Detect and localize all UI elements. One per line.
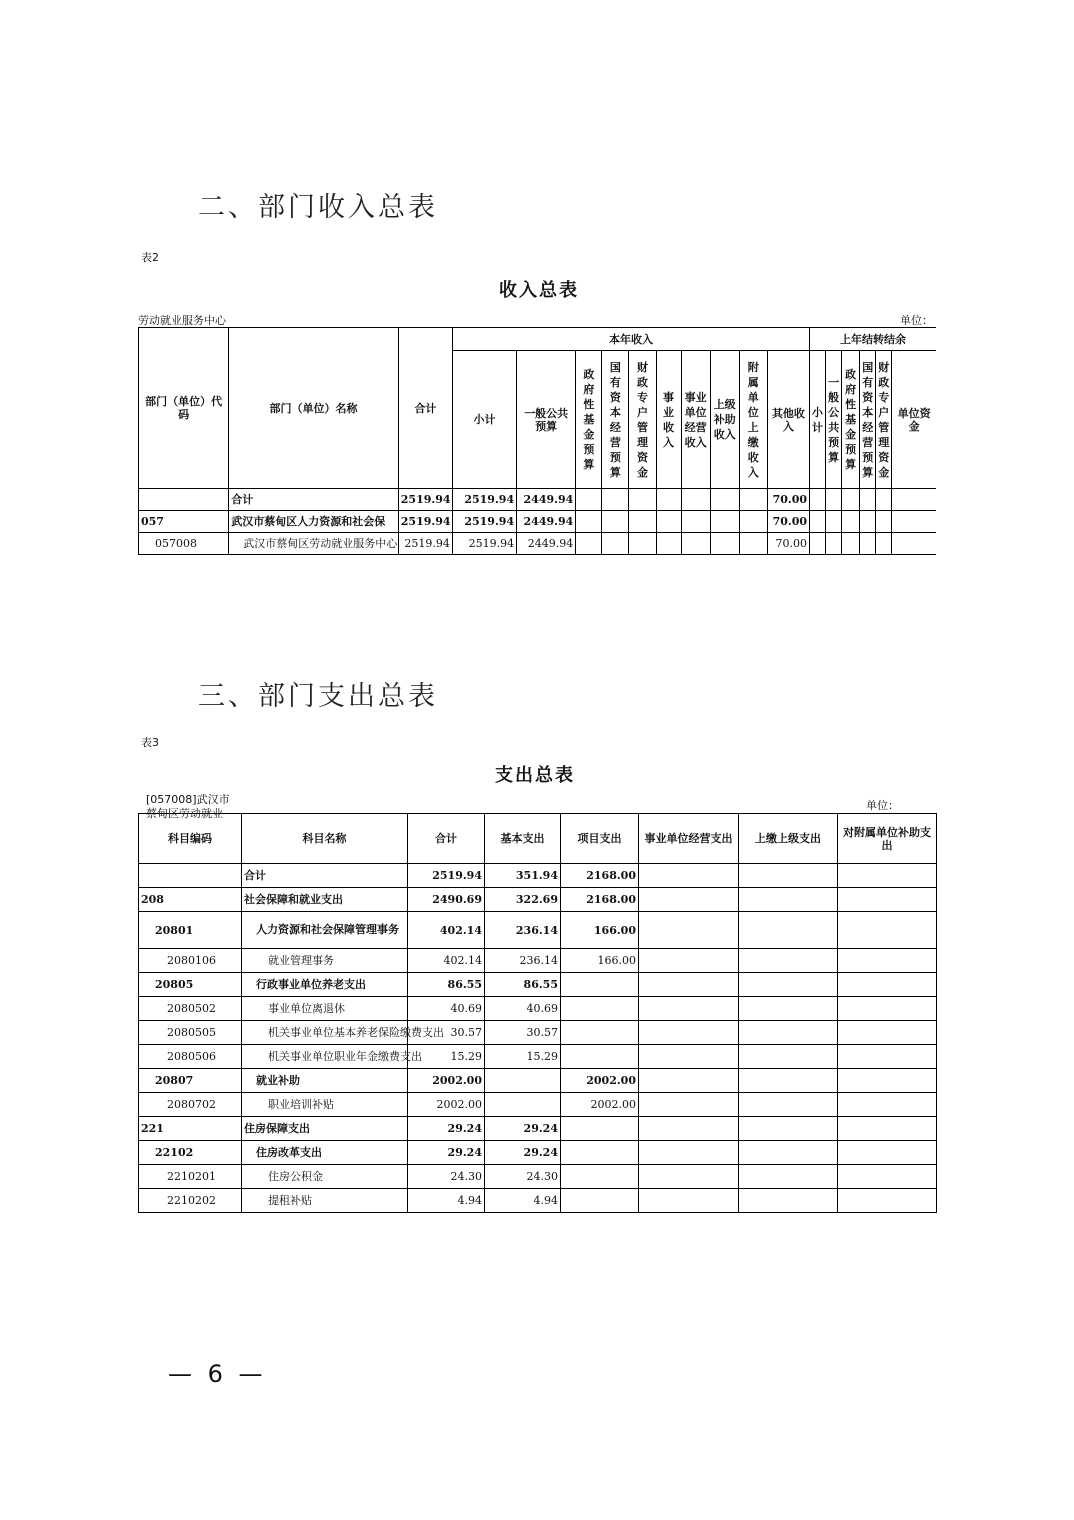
expense-row-project <box>561 1021 639 1045</box>
expense-row-empty-cell <box>639 888 739 912</box>
table-row <box>139 1045 937 1069</box>
income-row-subtotal: 2519.94 <box>452 489 516 511</box>
expense-table <box>138 813 937 1213</box>
expense-row-project: 2168.00 <box>561 888 639 912</box>
expense-row-project: 166.00 <box>561 912 639 949</box>
income-header-general-budget: 一般公共预算 <box>517 351 576 489</box>
expense-header-name: 科目名称 <box>242 814 408 864</box>
expense-row-name: 行政事业单位养老支出 <box>242 973 408 997</box>
expense-row-project: 166.00 <box>561 949 639 973</box>
income-table-number: 表2 <box>141 251 159 264</box>
expense-row-empty-cell <box>739 1021 838 1045</box>
table-row <box>139 1165 937 1189</box>
expense-row-total: 15.29 <box>408 1045 485 1069</box>
income-row-general: 2449.94 <box>517 533 576 555</box>
income-section-heading: 二、部门收入总表 <box>198 192 438 223</box>
expense-header-basic: 基本支出 <box>485 814 561 864</box>
expense-row-code: 2080702 <box>139 1093 242 1117</box>
expense-row-empty-cell <box>639 1165 739 1189</box>
income-row-total: 2519.94 <box>398 489 452 511</box>
expense-row-empty-cell <box>838 949 937 973</box>
expense-row-name: 事业单位离退休 <box>242 997 408 1021</box>
expense-unit-label: 单位： <box>866 799 899 812</box>
expense-row-name: 人力资源和社会保障管理事务 <box>242 912 408 949</box>
income-unit-label: 单位： <box>900 314 933 327</box>
expense-row-basic: 30.57 <box>485 1021 561 1045</box>
expense-row-project <box>561 973 639 997</box>
expense-row-total: 402.14 <box>408 912 485 949</box>
expense-row-total: 2519.94 <box>408 864 485 888</box>
expense-row-code: 2210201 <box>139 1165 242 1189</box>
income-row-name: 武汉市蔡甸区人力资源和社会保 <box>229 511 399 533</box>
expense-org-name-line2: 蔡甸区劳动就业 <box>146 807 223 820</box>
expense-row-empty-cell <box>838 1069 937 1093</box>
expense-row-empty-cell <box>739 1045 838 1069</box>
income-row-other: 70.00 <box>767 489 809 511</box>
expense-row-project <box>561 997 639 1021</box>
expense-table-title: 支出总表 <box>495 765 575 786</box>
income-row-subtotal: 2519.94 <box>452 511 516 533</box>
income-row-name: 合计 <box>229 489 399 511</box>
expense-row-project <box>561 1141 639 1165</box>
expense-row-empty-cell <box>639 1189 739 1213</box>
expense-row-code: 221 <box>139 1117 242 1141</box>
income-row-total: 2519.94 <box>398 511 452 533</box>
income-header-name: 部门（单位）名称 <box>229 328 399 489</box>
expense-header-total: 合计 <box>408 814 485 864</box>
table-row <box>139 888 937 912</box>
expense-row-empty-cell <box>639 1141 739 1165</box>
expense-row-empty-cell <box>639 864 739 888</box>
table-row <box>139 533 937 555</box>
expense-row-empty-cell <box>639 997 739 1021</box>
expense-row-empty-cell <box>739 864 838 888</box>
expense-row-empty-cell <box>838 888 937 912</box>
expense-row-total: 29.24 <box>408 1117 485 1141</box>
expense-row-empty-cell <box>838 1141 937 1165</box>
expense-row-empty-cell <box>639 949 739 973</box>
expense-row-empty-cell <box>838 1021 937 1045</box>
expense-org-name <box>146 793 246 820</box>
expense-row-basic: 4.94 <box>485 1189 561 1213</box>
expense-row-empty-cell <box>838 997 937 1021</box>
table-row <box>139 1021 937 1045</box>
expense-section-heading: 三、部门支出总表 <box>198 681 438 712</box>
income-header-subordinate-income: 附属单位上缴收入 <box>739 351 767 489</box>
income-header-co-gov-fund: 政府性基金预算 <box>842 351 860 489</box>
expense-row-code <box>139 864 242 888</box>
expense-row-total: 402.14 <box>408 949 485 973</box>
income-header-current-year: 本年收入 <box>452 328 809 351</box>
expense-row-basic: 15.29 <box>485 1045 561 1069</box>
expense-row-name: 职业培训补贴 <box>242 1093 408 1117</box>
expense-row-empty-cell <box>639 1021 739 1045</box>
table-row <box>139 489 937 511</box>
expense-row-empty-cell <box>739 1189 838 1213</box>
expense-row-code: 2080506 <box>139 1045 242 1069</box>
table-row <box>139 1093 937 1117</box>
income-table-title: 收入总表 <box>499 280 579 301</box>
expense-row-name: 住房保障支出 <box>242 1117 408 1141</box>
expense-row-code: 2080505 <box>139 1021 242 1045</box>
income-row-other: 70.00 <box>767 533 809 555</box>
income-row-name: 武汉市蔡甸区劳动就业服务中心 <box>229 533 399 555</box>
expense-row-name: 合计 <box>242 864 408 888</box>
expense-row-empty-cell <box>639 1093 739 1117</box>
table-row <box>139 973 937 997</box>
expense-row-total: 40.69 <box>408 997 485 1021</box>
expense-table-number: 表3 <box>141 736 159 749</box>
expense-row-basic: 236.14 <box>485 912 561 949</box>
expense-row-empty-cell <box>739 1093 838 1117</box>
income-header-co-general: 一般公共预算 <box>826 351 842 489</box>
expense-row-empty-cell <box>739 1069 838 1093</box>
expense-row-name: 就业补助 <box>242 1069 408 1093</box>
expense-row-basic <box>485 1093 561 1117</box>
expense-row-project: 2168.00 <box>561 864 639 888</box>
income-table <box>138 327 936 555</box>
expense-row-project <box>561 1045 639 1069</box>
income-header-co-subtotal: 小计 <box>810 351 826 489</box>
expense-row-empty-cell <box>739 888 838 912</box>
expense-row-empty-cell <box>838 1045 937 1069</box>
expense-row-name: 提租补贴 <box>242 1189 408 1213</box>
expense-header-subsidy: 对附属单位补助支出 <box>838 814 937 864</box>
expense-row-basic: 86.55 <box>485 973 561 997</box>
expense-row-basic: 29.24 <box>485 1141 561 1165</box>
expense-row-project: 2002.00 <box>561 1093 639 1117</box>
table-row <box>139 1069 937 1093</box>
expense-row-code: 2080502 <box>139 997 242 1021</box>
income-row-total: 2519.94 <box>398 533 452 555</box>
expense-row-total: 2002.00 <box>408 1069 485 1093</box>
expense-header-upper: 上缴上级支出 <box>739 814 838 864</box>
expense-row-name: 社会保障和就业支出 <box>242 888 408 912</box>
table-row <box>139 949 937 973</box>
expense-row-project <box>561 1165 639 1189</box>
expense-row-name: 机关事业单位职业年金缴费支出 <box>242 1045 408 1069</box>
expense-header-project: 项目支出 <box>561 814 639 864</box>
page-number: — 6 — <box>168 1360 267 1388</box>
table-row <box>139 997 937 1021</box>
expense-row-total: 4.94 <box>408 1189 485 1213</box>
expense-row-basic: 236.14 <box>485 949 561 973</box>
expense-org-name-line1: [057008]武汉市 <box>146 793 230 806</box>
expense-row-empty-cell <box>838 864 937 888</box>
income-header-co-unit-fund: 单位资金 <box>892 351 936 489</box>
expense-row-empty-cell <box>639 1069 739 1093</box>
expense-row-code: 20801 <box>139 912 242 949</box>
income-header-business-income: 事业收入 <box>656 351 681 489</box>
expense-row-project <box>561 1189 639 1213</box>
income-row-code <box>139 489 229 511</box>
table-row <box>139 1189 937 1213</box>
expense-row-basic: 322.69 <box>485 888 561 912</box>
expense-row-empty-cell <box>739 973 838 997</box>
expense-row-basic: 40.69 <box>485 997 561 1021</box>
expense-row-total: 2002.00 <box>408 1093 485 1117</box>
expense-row-empty-cell <box>838 912 937 949</box>
expense-row-empty-cell <box>739 1141 838 1165</box>
income-header-operating-income: 事业单位经营收入 <box>681 351 710 489</box>
expense-row-empty-cell <box>838 1189 937 1213</box>
expense-row-total: 86.55 <box>408 973 485 997</box>
table-row <box>139 912 937 949</box>
income-header-code: 部门（单位）代码 <box>139 328 229 489</box>
income-header-total: 合计 <box>398 328 452 489</box>
expense-row-code: 20805 <box>139 973 242 997</box>
table-row <box>139 864 937 888</box>
expense-row-empty-cell <box>639 1045 739 1069</box>
expense-row-basic: 24.30 <box>485 1165 561 1189</box>
expense-row-empty-cell <box>838 1093 937 1117</box>
income-header-gov-fund: 政府性基金预算 <box>576 351 602 489</box>
expense-header-business: 事业单位经营支出 <box>639 814 739 864</box>
expense-row-empty-cell <box>639 1117 739 1141</box>
income-header-other-income: 其他收入 <box>767 351 809 489</box>
income-row-general: 2449.94 <box>517 511 576 533</box>
expense-row-total: 24.30 <box>408 1165 485 1189</box>
expense-header-code: 科目编码 <box>139 814 242 864</box>
expense-row-empty-cell <box>739 912 838 949</box>
expense-row-empty-cell <box>739 949 838 973</box>
expense-row-total: 2490.69 <box>408 888 485 912</box>
expense-row-empty-cell <box>838 1165 937 1189</box>
expense-row-empty-cell <box>739 1117 838 1141</box>
expense-row-empty-cell <box>838 973 937 997</box>
income-header-subtotal: 小计 <box>452 351 516 489</box>
expense-row-empty-cell <box>639 973 739 997</box>
expense-row-empty-cell <box>639 912 739 949</box>
expense-row-name: 机关事业单位基本养老保险缴费支出 <box>242 1021 408 1045</box>
expense-row-project: 2002.00 <box>561 1069 639 1093</box>
expense-row-code: 208 <box>139 888 242 912</box>
income-org-name: 劳动就业服务中心 <box>138 314 226 327</box>
income-row-other: 70.00 <box>767 511 809 533</box>
expense-row-code: 20807 <box>139 1069 242 1093</box>
income-header-state-capital: 国有资本经营预算 <box>602 351 629 489</box>
income-header-carryover: 上年结转结余 <box>810 328 936 351</box>
income-header-special-fund: 财政专户管理资金 <box>629 351 656 489</box>
expense-row-project <box>561 1117 639 1141</box>
expense-row-name: 住房改革支出 <box>242 1141 408 1165</box>
table-row <box>139 511 937 533</box>
expense-row-code: 2080106 <box>139 949 242 973</box>
income-header-co-state-capital: 国有资本经营预算 <box>860 351 876 489</box>
expense-row-code: 22102 <box>139 1141 242 1165</box>
table-row <box>139 1141 937 1165</box>
expense-row-name: 住房公积金 <box>242 1165 408 1189</box>
expense-row-code: 2210202 <box>139 1189 242 1213</box>
expense-row-total: 29.24 <box>408 1141 485 1165</box>
expense-row-basic: 29.24 <box>485 1117 561 1141</box>
expense-row-empty-cell <box>838 1117 937 1141</box>
expense-row-empty-cell <box>739 997 838 1021</box>
income-row-general: 2449.94 <box>517 489 576 511</box>
income-row-subtotal: 2519.94 <box>452 533 516 555</box>
expense-row-empty-cell <box>739 1165 838 1189</box>
expense-row-basic: 351.94 <box>485 864 561 888</box>
income-header-superior-subsidy: 上级补助收入 <box>710 351 739 489</box>
expense-row-basic <box>485 1069 561 1093</box>
expense-row-total: 30.57 <box>408 1021 485 1045</box>
income-row-code: 057008 <box>139 533 229 555</box>
table-row <box>139 1117 937 1141</box>
income-header-co-special-fund: 财政专户管理资金 <box>876 351 892 489</box>
income-row-code: 057 <box>139 511 229 533</box>
expense-row-name: 就业管理事务 <box>242 949 408 973</box>
